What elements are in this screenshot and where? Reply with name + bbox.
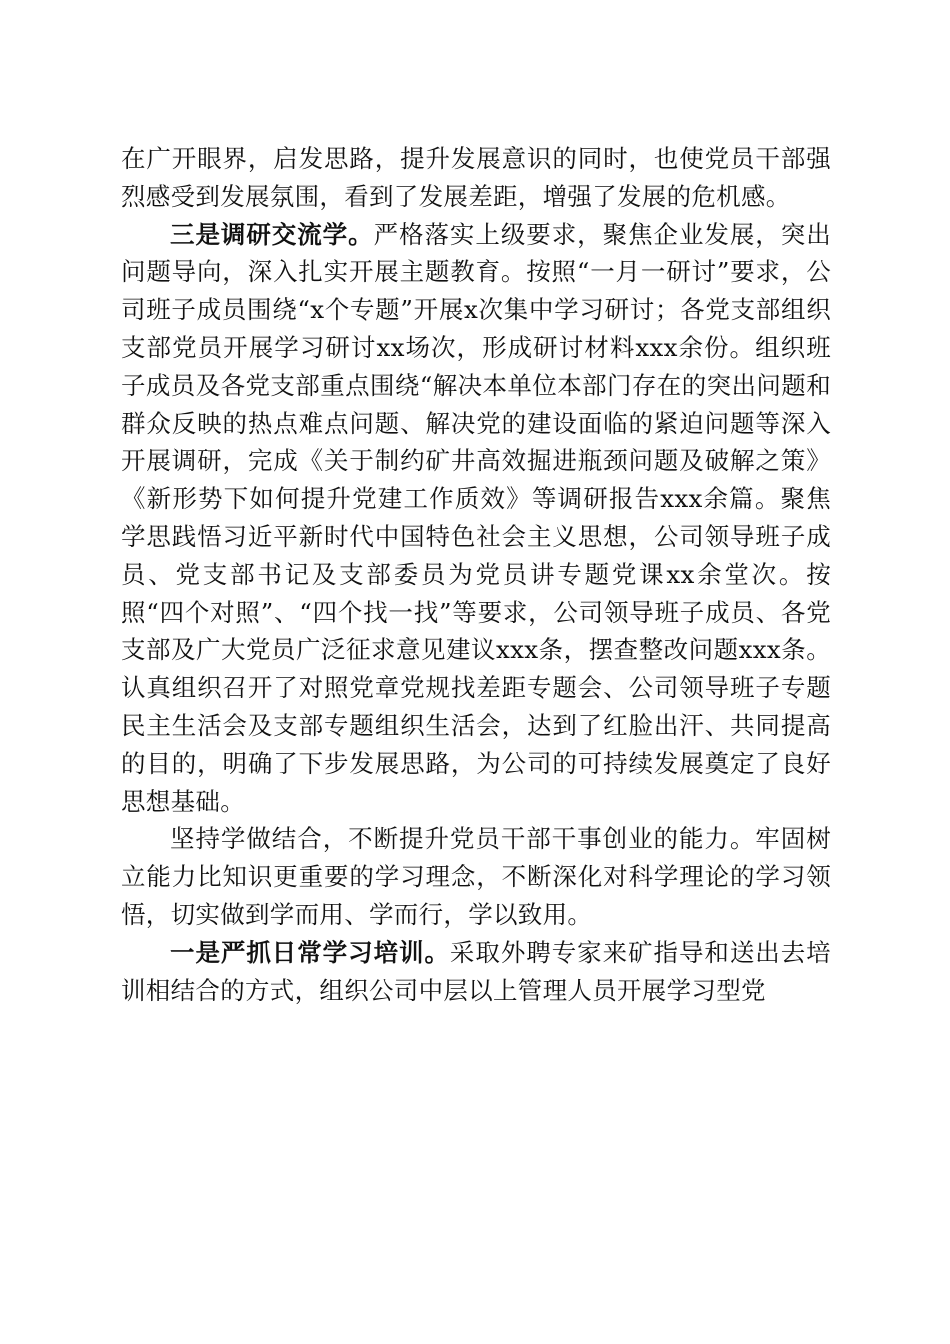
paragraph-3-text: 坚持学做结合，不断提升党员干部干事创业的能力。牢固树立能力比知识更重要的学习理念，不断深化对科学理论的学习领悟，切实做到学而用、学而行，学以致用。 [121,824,831,929]
paragraph-2-text: 严格落实上级要求，聚焦企业发展，突出问题导向，深入扎实开展主题教育。按照“一月一研讨”要求，公司班子成员围绕“x个专题”开展x次集中学习研讨；各党支部组织支部党员开展学习研讨xx场次，形成研讨材料xxx余份。组织班子成员及各党支部重点围绕“解决本单位本部门存在的突出问题和群众反映的热点难点问题、解决党的建设面临的紧迫问题等深入开展调研，完成《关于制约矿井高效掘进瓶颈问题及破解之策》《新形势下如何提升党建工作质效》等调研报告xxx余篇。聚焦学思践悟习近平新时代中国特色社会主义思想，公司领导班子成员、党支部书记及支部委员为党员讲专题党课xx余堂次。按照“四个对照”、“四个找一找”等要求，公司领导班子成员、各党支部及广大党员广泛征求意见建议xxx条，摆查整改问题xxx条。认真组织召开了对照党章党规找差距专题会、公司领导班子专题民主生活会及支部专题组织生活会，达到了红脸出汗、共同提高的目的，明确了下步发展思路，为公司的可持续发展奠定了良好思想基础。 [121,219,831,816]
paragraph-2-lead: 三是调研交流学。 [170,219,374,249]
paragraph-4-lead: 一是严抓日常学习培训。 [170,937,450,967]
paragraph-2 [121,216,831,821]
document-body [121,140,831,1009]
paragraph-3 [121,820,831,933]
paragraph-1 [121,140,831,216]
paragraph-4 [121,934,831,1010]
paragraph-1-text: 在广开眼界，启发思路，提升发展意识的同时，也使党员干部强烈感受到发展氛围，看到了发展差距，增强了发展的危机感。 [121,144,831,211]
paragraph-4-text: 采取外聘专家来矿指导和送出去培训相结合的方式，组织公司中层以上管理人员开展学习型党 [121,937,831,1005]
